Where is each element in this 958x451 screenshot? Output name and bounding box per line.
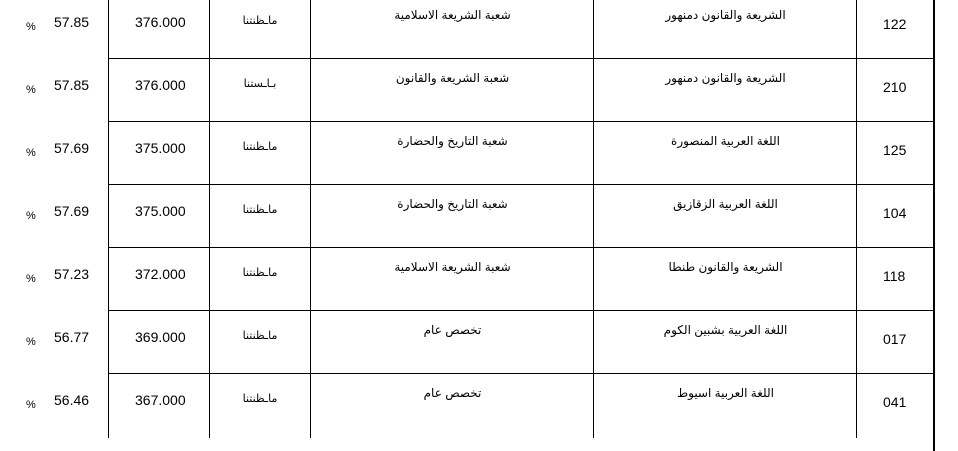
college-code: 017 (883, 331, 907, 347)
table-row (0, 248, 935, 311)
division-name: شعبة الشريعة الاسلامية (394, 8, 511, 22)
status-text: ماـظنتنا (242, 141, 278, 153)
college-name: اللغة العربية الزقازيق (673, 197, 778, 211)
percent-value: 57.69 (54, 140, 90, 156)
percent-value: 57.85 (54, 14, 90, 30)
total-score: 376.000 (135, 77, 186, 93)
college-code: 122 (883, 16, 907, 32)
total-score: 376.000 (135, 14, 186, 30)
percent-value: 57.23 (54, 266, 90, 282)
status-text: ماـظنتنا (242, 15, 278, 27)
college-name: اللغة العربية المنصورة (671, 134, 780, 148)
percent-sign: % (26, 21, 36, 33)
college-name: اللغة العربية اسيوط (677, 386, 774, 400)
division-name: شعبة التاريخ والحضارة (397, 197, 508, 211)
college-name: اللغة العربية بشبين الكوم (663, 323, 788, 337)
table-row (0, 122, 935, 185)
college-code: 125 (883, 142, 907, 158)
percent-sign: % (26, 336, 36, 348)
table-row (0, 0, 935, 59)
division-name: شعبة الشريعة الاسلامية (394, 260, 511, 274)
college-code: 104 (883, 205, 907, 221)
total-score: 367.000 (135, 392, 186, 408)
total-score: 375.000 (135, 140, 186, 156)
college-name: الشريعة والقانون دمنهور (665, 71, 786, 85)
table-row (0, 374, 935, 437)
total-score: 369.000 (135, 329, 186, 345)
table-row (0, 59, 935, 122)
college-code: 210 (883, 79, 907, 95)
percent-value: 57.69 (54, 203, 90, 219)
status-text: بـاـستنا (243, 78, 277, 90)
percent-sign: % (26, 273, 36, 285)
college-name: الشريعة والقانون طنطا (668, 260, 783, 274)
college-code: 118 (883, 268, 906, 284)
status-text: ماـظنتنا (242, 393, 278, 405)
percent-sign: % (26, 399, 36, 411)
division-name: تخصص عام (423, 386, 482, 400)
college-name: الشريعة والقانون دمنهور (665, 8, 786, 22)
percent-sign: % (26, 147, 36, 159)
table-row (0, 311, 935, 374)
percent-sign: % (26, 84, 36, 96)
division-name: تخصص عام (423, 323, 482, 337)
percent-value: 56.46 (54, 392, 90, 408)
division-name: شعبة التاريخ والحضارة (397, 134, 508, 148)
percent-value: 56.77 (54, 329, 90, 345)
college-code: 041 (883, 394, 907, 410)
division-name: شعبة الشريعة والقانون (395, 71, 510, 85)
total-score: 375.000 (135, 203, 186, 219)
table-row (0, 185, 935, 248)
status-text: ماـظنتنا (242, 330, 278, 342)
status-text: ماـظنتنا (242, 204, 278, 216)
status-text: ماـظنتنا (242, 267, 278, 279)
percent-value: 57.85 (54, 77, 90, 93)
total-score: 372.000 (135, 266, 186, 282)
percent-sign: % (26, 210, 36, 222)
